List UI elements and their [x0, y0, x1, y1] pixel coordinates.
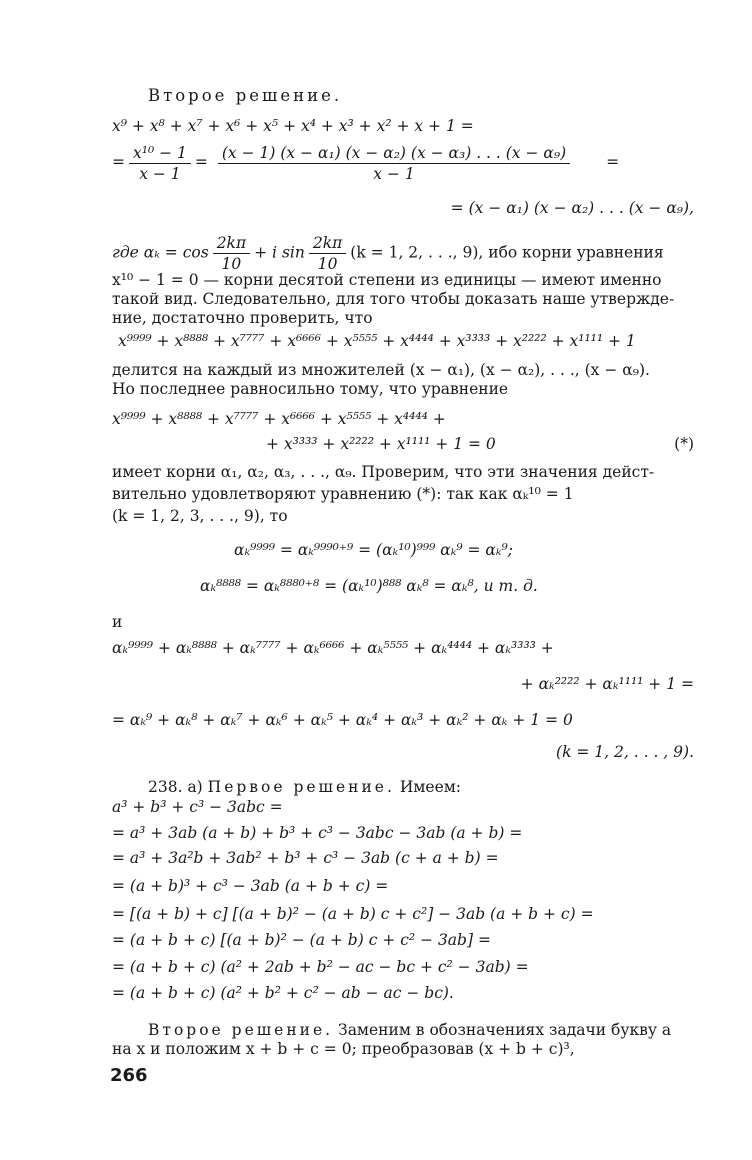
equation-star-label: (*) [674, 435, 694, 453]
paragraph-line: ние, достаточно проверить, что [112, 309, 373, 327]
equation-alpha-8888: αₖ⁸⁸⁸⁸ = αₖ⁸⁸⁸⁰⁺⁸ = (αₖ¹⁰)⁸⁸⁸ αₖ⁸ = αₖ⁸, и т. д. [200, 577, 538, 595]
paragraph-line: вительно удовлетворяют уравнению (*): так как αₖ¹⁰ = 1 [112, 485, 574, 503]
cubic-line: = (a + b)³ + c³ − 3ab (a + b + c) = [112, 877, 389, 895]
fraction-2kpi-b: $\frac{2k\pi}{10}$ [309, 234, 346, 273]
equation-alpha-9999: αₖ⁹⁹⁹⁹ = αₖ⁹⁹⁹⁰⁺⁹ = (αₖ¹⁰)⁹⁹⁹ αₖ⁹ = αₖ⁹; [234, 541, 513, 559]
equation-result: = (x − α₁) (x − α₂) . . . (x − α₉), [450, 199, 694, 217]
paragraph-line: делится на каждый из множителей (x − α₁), (x − α₂), . . ., (x − α₉). [112, 361, 650, 379]
equation-sum-lhs: x⁹ + x⁸ + x⁷ + x⁶ + x⁵ + x⁴ + x³ + x² + x + 1 = [112, 117, 474, 135]
sum-line-1: αₖ⁹⁹⁹⁹ + αₖ⁸⁸⁸⁸ + αₖ⁷⁷⁷⁷ + αₖ⁶⁶⁶⁶ + αₖ⁵⁵⁵⁵ + αₖ⁴⁴⁴⁴ + αₖ³³³³ + [112, 639, 554, 657]
sum-line-2: + αₖ²²²² + αₖ¹¹¹¹ + 1 = [520, 675, 694, 693]
equation-star-line2: + x³³³³ + x²²²² + x¹¹¹¹ + 1 = 0 [266, 435, 496, 453]
cubic-line: = (a + b + c) (a² + 2ab + b² − ac − bc + c² − 3ab) = [112, 958, 529, 976]
paragraph-line: (k = 1, 2, 3, . . ., 9), то [112, 507, 288, 525]
where-alpha-definition: где αₖ = cos $\frac{2k\pi}{10}$ + i sin $\frac{2k\pi}{10}$ (k = 1, 2, . . ., 9), ибо корни уравнения [112, 234, 664, 273]
equation-star-line1: x⁹⁹⁹⁹ + x⁸⁸⁸⁸ + x⁷⁷⁷⁷ + x⁶⁶⁶⁶ + x⁵⁵⁵⁵ + x⁴⁴⁴⁴ + [112, 410, 446, 428]
equation-fractions: = $\frac{\text{x¹⁰ − 1}}{x - 1}$ = $\frac{\text{(x − 1) (x − α₁) (x − α₂) (x − α₃) . . . (x − α₉)}}{x - 1}$ = [112, 143, 620, 183]
cubic-line: = (a + b + c) (a² + b² + c² − ab − ac − bc). [112, 984, 454, 1002]
paragraph-line: Но последнее равносильно тому, что уравнение [112, 380, 509, 398]
second-solution-238: Второе решение. Заменим в обозначениях задачи букву a [148, 1021, 672, 1039]
cubic-line: = a³ + 3a²b + 3ab² + b³ + c³ − 3ab (c + a + b) = [112, 849, 499, 867]
fraction-x10: $\frac{\text{x¹⁰ − 1}}{x - 1}$ [129, 144, 191, 183]
word-and: и [112, 613, 123, 631]
sum-line-3: = αₖ⁹ + αₖ⁸ + αₖ⁷ + αₖ⁶ + αₖ⁵ + αₖ⁴ + αₖ³ + αₖ² + αₖ + 1 = 0 [112, 711, 573, 729]
page-number: 266 [110, 1065, 148, 1086]
cubic-line: = [(a + b) + c] [(a + b)² − (a + b) c + c²] − 3ab (a + b + c) = [112, 905, 594, 923]
sum-line-4: (k = 1, 2, . . . , 9). [556, 743, 694, 761]
polynomial-9999: x⁹⁹⁹⁹ + x⁸⁸⁸⁸ + x⁷⁷⁷⁷ + x⁶⁶⁶⁶ + x⁵⁵⁵⁵ + x⁴⁴⁴⁴ + x³³³³ + x²²²² + x¹¹¹¹ + 1 [118, 332, 636, 350]
cubic-line: = (a + b + c) [(a + b)² − (a + b) c + c² − 3ab] = [112, 931, 491, 949]
problem-238-heading: 238. а) Первое решение. Имеем: [148, 778, 462, 796]
paragraph-line: на x и положим x + b + c = 0; преобразовав (x + b + c)³, [112, 1040, 575, 1058]
paragraph-line: имеет корни α₁, α₂, α₃, . . ., α₉. Проверим, что эти значения дейст- [112, 463, 655, 481]
paragraph-line: x¹⁰ − 1 = 0 — корни десятой степени из единицы — имеют именно [112, 271, 662, 289]
second-solution-heading: Второе решение. [148, 86, 343, 105]
fraction-2kpi-a: $\frac{2k\pi}{10}$ [213, 234, 250, 273]
cubic-line: = a³ + 3ab (a + b) + b³ + c³ − 3abc − 3ab (a + b) = [112, 824, 523, 842]
paragraph-line: такой вид. Следовательно, для того чтобы доказать наше утвержде- [112, 290, 675, 308]
cubic-line: a³ + b³ + c³ − 3abc = [112, 798, 283, 816]
fraction-factored: $\frac{\text{(x − 1) (x − α₁) (x − α₂) (x − α₃) . . . (x − α₉)}}{x - 1}$ [218, 144, 570, 183]
